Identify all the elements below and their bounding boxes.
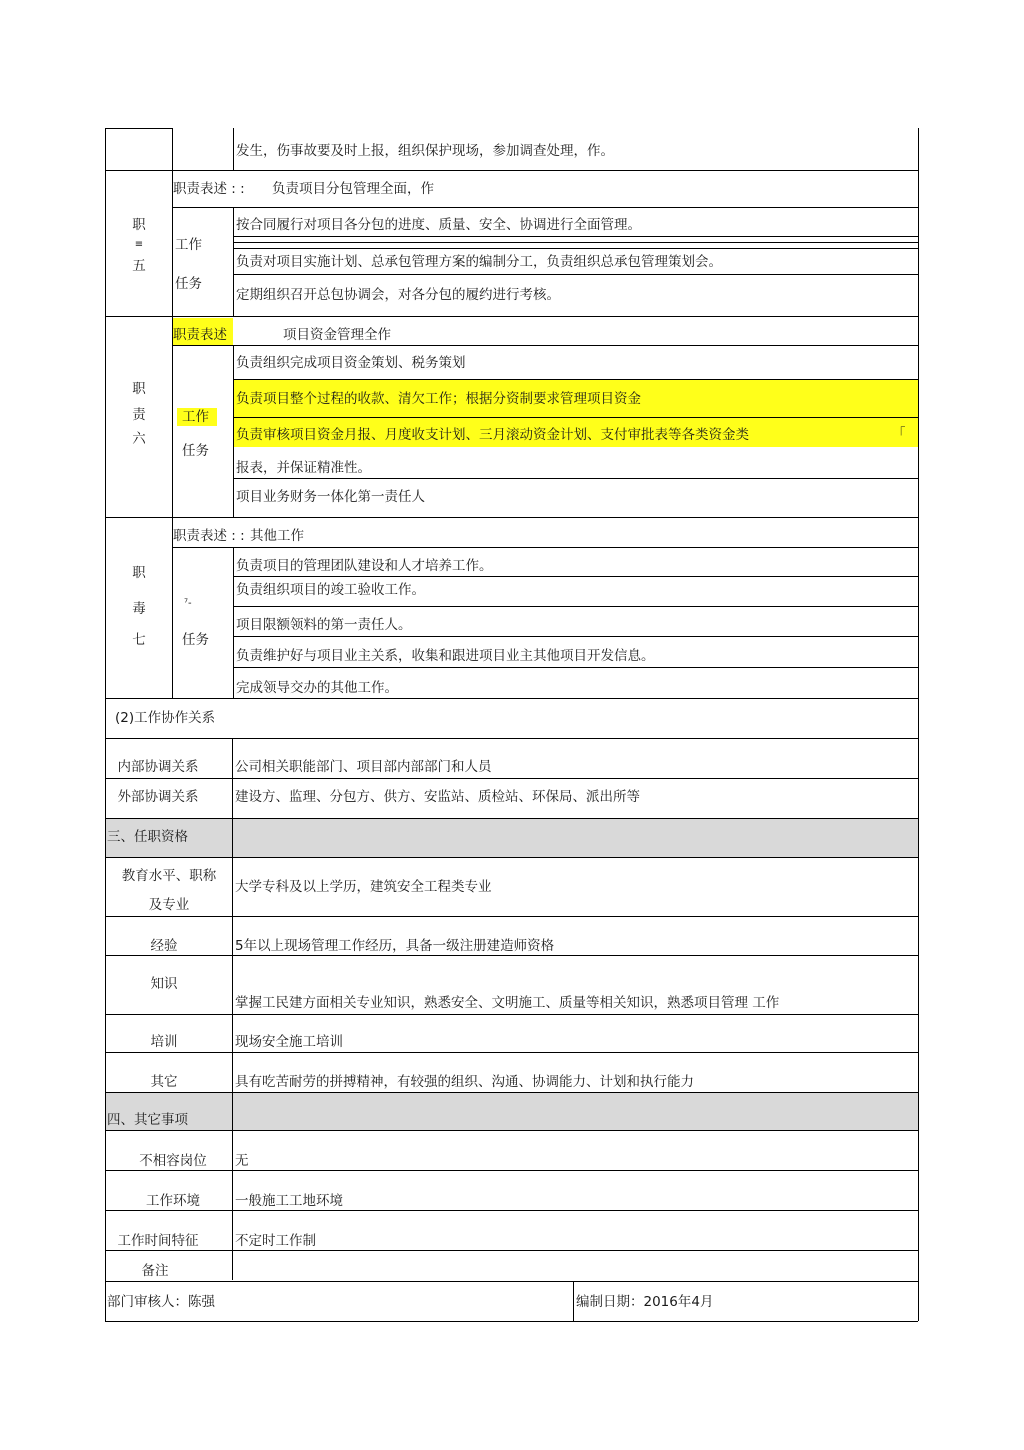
duty5-label-char-1: 职 xyxy=(132,217,146,233)
line-738 xyxy=(105,738,918,739)
internal-relations-value: 公司相关职能部门、项目部内部部门和人员 xyxy=(235,759,492,775)
duty6-task-1: 负责组织完成项目资金策划、税务策划 xyxy=(236,355,466,371)
line-1092 xyxy=(105,1092,918,1093)
divider-col2-duty7 xyxy=(233,547,234,698)
duty7-task-5: 完成领导交办的其他工作。 xyxy=(236,680,398,696)
line-1052 xyxy=(105,1052,918,1053)
divider-col2-duty6 xyxy=(233,345,234,517)
duty5-task-label: 任务 xyxy=(175,276,202,292)
duty7-label-char-3: 七 xyxy=(132,632,146,648)
knowledge-value: 掌握工民建方面相关专业知识，熟悉安全、文明施工、质量等相关知识，熟悉项目管理 工作 xyxy=(235,995,780,1011)
line-916 xyxy=(105,916,918,917)
line-1210 xyxy=(105,1210,918,1211)
line-547 xyxy=(172,547,918,548)
divider-col2-duty5 xyxy=(233,207,234,316)
line-667 xyxy=(233,667,918,668)
duty7-work-label: ⁷‐ xyxy=(184,598,192,609)
duty6-task-2: 负责项目整个过程的收款、清欠工作；根据分资制要求管理项目资金 xyxy=(236,391,641,407)
duty6-label-char-3: 六 xyxy=(132,431,146,447)
duty7-task-4: 负责维护好与项目业主关系，收集和跟进项目业主其他项目开发信息。 xyxy=(236,648,655,664)
line-170b xyxy=(172,170,918,171)
duty6-desc-label: 职责表述 xyxy=(173,327,227,343)
line-248 xyxy=(233,248,918,249)
line-955 xyxy=(105,955,918,956)
line-857 xyxy=(105,857,918,858)
duty6-task-label: 任务 xyxy=(182,443,209,459)
section-band-qualifications xyxy=(105,818,919,857)
duty7-task-2: 负责组织项目的竣工验收工作。 xyxy=(236,582,425,598)
line-236 xyxy=(233,236,918,237)
line-345 xyxy=(172,345,918,346)
work-time-label: 工作时间特征 xyxy=(117,1233,199,1249)
duty5-task-2: 负责对项目实施计划、总承包管理方案的编制分工，负责组织总承包管理策划会。 xyxy=(236,254,722,270)
work-environment-value: 一般施工工地环境 xyxy=(235,1193,343,1209)
duty7-task-label: 任务 xyxy=(182,632,209,648)
line-1014 xyxy=(105,1014,918,1015)
duty6-task-3: 负责审核项目资金月报、月度收支计划、三月滚动资金计划、支付审批表等各类资金类 xyxy=(236,427,749,443)
duty7-task-1: 负责项目的管理团队建设和人才培养工作。 xyxy=(236,558,493,574)
incompatible-position-value: 无 xyxy=(235,1153,249,1169)
line-778 xyxy=(105,778,918,779)
external-relations-label: 外部协调关系 xyxy=(117,789,199,805)
line-417 xyxy=(233,417,918,418)
duty7-desc-text: 其他工作 xyxy=(250,528,304,544)
line-top-c xyxy=(105,128,172,129)
line-576 xyxy=(233,576,918,577)
work-environment-label: 工作环境 xyxy=(146,1193,200,1209)
duty7-task-3: 项目限额领料的第一责任人。 xyxy=(236,617,412,633)
incompatible-position-label: 不相容岗位 xyxy=(139,1153,207,1169)
external-relations-value: 建设方、监理、分包方、供方、安监站、质检站、环保局、派出所等 xyxy=(235,789,640,805)
qualifications-heading: 三、任职资格 xyxy=(107,829,188,845)
section-band-other-matters xyxy=(105,1092,919,1130)
duty6-task-5: 项目业务财务一体化第一责任人 xyxy=(236,489,425,505)
duty7-label-char-2: 毒 xyxy=(132,601,146,617)
duty6-work-label: 工作 xyxy=(182,409,209,425)
education-label-line1: 教育水平、职称 xyxy=(121,868,217,884)
line-242 xyxy=(233,242,918,243)
line-379 xyxy=(233,379,918,380)
other-qualification-value: 具有吃苦耐劳的拼搏精神，有较强的组织、沟通、协调能力、计划和执行能力 xyxy=(235,1074,694,1090)
line-1281 xyxy=(105,1281,918,1282)
border-right xyxy=(918,128,919,1321)
divider-col2-top xyxy=(233,128,234,170)
education-value: 大学专科及以上学历，建筑安全工程类专业 xyxy=(235,879,492,895)
duty5-desc-text: 负责项目分包管理全面，作 xyxy=(272,181,434,197)
line-316 xyxy=(105,316,918,317)
duty5-label-char-3: 五 xyxy=(132,258,146,274)
duty5-desc-label: 职责表述 : : xyxy=(173,181,245,197)
duty6-bracket-mark: 「 xyxy=(892,426,906,442)
line-478 xyxy=(233,478,918,479)
continued-task-text: 发生，伤事故要及时上报，组织保护现场，参加调查处理，作。 xyxy=(236,143,614,159)
duty5-work-label: 工作 xyxy=(175,237,202,253)
experience-value: 5年以上现场管理工作经历，具备一级注册建造师资格 xyxy=(235,938,555,954)
training-value: 现场安全施工培训 xyxy=(235,1034,343,1050)
work-time-value: 不定时工作制 xyxy=(235,1233,316,1249)
line-818 xyxy=(105,818,918,819)
training-label: 培训 xyxy=(150,1034,178,1050)
line-bottom xyxy=(105,1321,918,1322)
line-1250 xyxy=(105,1250,918,1251)
compile-date: 编制日期：2016年4月 xyxy=(576,1294,714,1310)
department-reviewer: 部门审核人：陈强 xyxy=(107,1294,215,1310)
duty7-desc-label: 职责表述 : : xyxy=(173,528,245,544)
line-636 xyxy=(233,636,918,637)
duty6-label-char-2: 责 xyxy=(132,407,146,423)
experience-label: 经验 xyxy=(150,938,178,954)
duty5-task-3: 定期组织召开总包协调会，对各分包的履约进行考核。 xyxy=(236,287,560,303)
knowledge-label: 知识 xyxy=(150,976,178,992)
other-qualification-label: 其它 xyxy=(150,1074,178,1090)
duty6-desc-text: 项目资金管理全作 xyxy=(283,327,391,343)
line-207 xyxy=(172,207,918,208)
line-698 xyxy=(105,698,918,699)
line-1130 xyxy=(105,1130,918,1131)
duty5-task-1: 按合同履行对项目各分包的进度、质量、安全、协调进行全面管理。 xyxy=(236,217,641,233)
line-1170 xyxy=(105,1170,918,1171)
line-606 xyxy=(233,606,918,607)
relations-heading: (2)工作协作关系 xyxy=(115,710,216,726)
duty7-label-char-1: 职 xyxy=(132,565,146,581)
internal-relations-label: 内部协调关系 xyxy=(117,759,199,775)
remarks-label: 备注 xyxy=(141,1263,169,1279)
other-matters-heading: 四、其它事项 xyxy=(107,1112,188,1128)
line-517 xyxy=(105,517,918,518)
divider-col1 xyxy=(172,128,173,698)
line-274 xyxy=(233,274,918,275)
duty6-task-4: 报表，并保证精准性。 xyxy=(236,460,371,476)
divider-value-col xyxy=(232,738,233,1280)
education-label-line2: 及专业 xyxy=(148,897,190,913)
duty5-label-char-2: ≡ xyxy=(134,239,144,250)
duty6-label-char-1: 职 xyxy=(132,381,146,397)
divider-footer xyxy=(573,1281,574,1321)
border-left xyxy=(105,128,106,1321)
line-170 xyxy=(105,170,172,171)
